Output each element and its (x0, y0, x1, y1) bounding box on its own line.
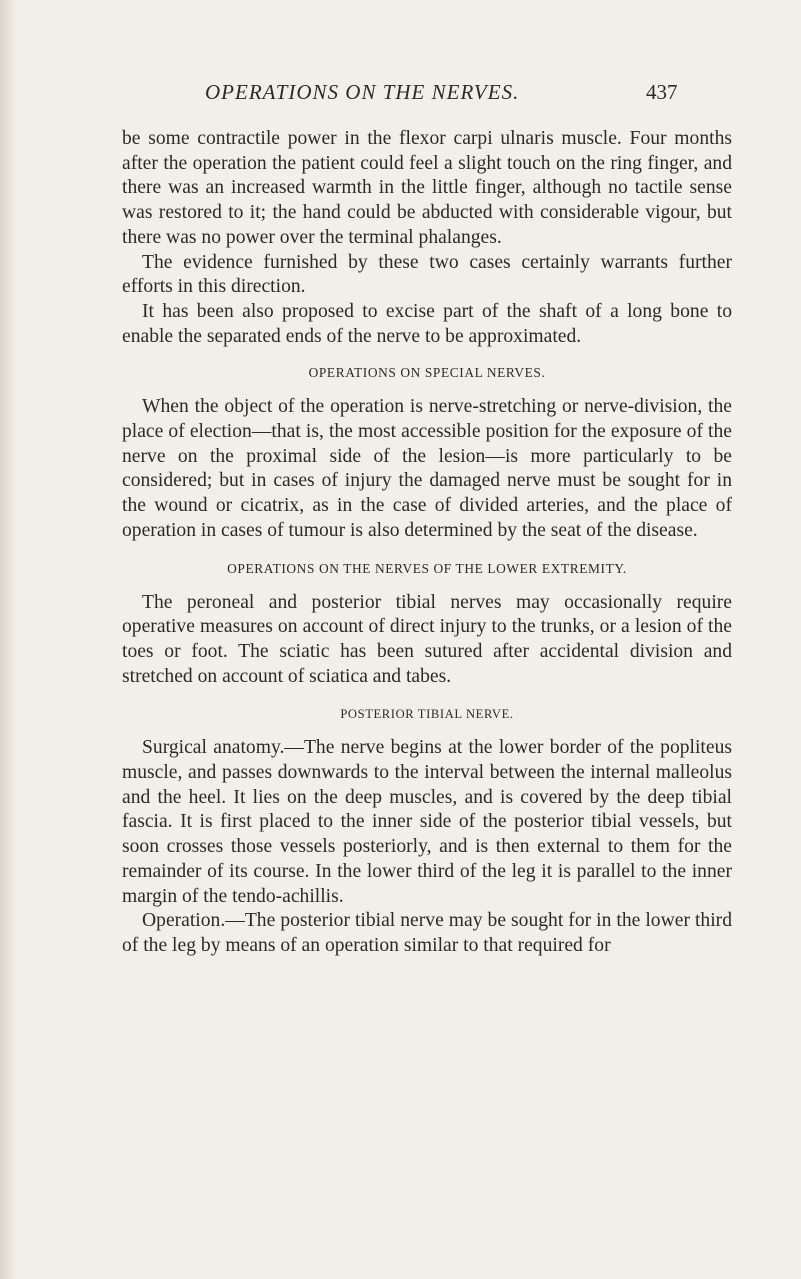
page-body (122, 127, 732, 959)
paragraph-excise-bone: It has been also proposed to excise part of the shaft of a long bone to enable the separated ends of the nerve to be approximated. (122, 300, 732, 347)
paragraph-peroneal-tibial: The peroneal and posterior tibial nerves may occasionally require operative measures on account of direct injury to the trunks, or a lesion of the toes or foot. The sciatic has been sutured after accidental division and stretched on account of sciatica and tabes. (122, 591, 732, 687)
section-heading-posterior-tibial: POSTERIOR TIBIAL NERVE. (340, 707, 514, 722)
page-edge-shadow (0, 0, 16, 1279)
paragraph-surgical-anatomy: Surgical anatomy.—The nerve begins at the lower border of the popliteus muscle, and passes downwards to the interval between the internal malleolus and the heel. It lies on the deep muscles, and is covered by the deep tibial fascia. It is first placed to the inner side of the posterior tibial vessels, but soon crosses those vessels posteriorly, and is then external to them for the remainder of its course. In the lower third of the leg it is parallel to the inner margin of the tendo-achillis. (122, 737, 732, 907)
running-head: OPERATIONS ON THE NERVES. (205, 80, 520, 104)
paragraph-continuation: be some contractile power in the flexor carpi ulnaris muscle. Four months after the operation the patient could feel a slight touch on the ring finger, and there was an increased warmth in the little finger, although no tactile sense was restored to it; the hand could be abducted with considerable vigour, but there was no power over the terminal phalanges. (122, 128, 732, 248)
section-heading-special-nerves: OPERATIONS ON SPECIAL NERVES. (308, 365, 546, 381)
page-number: 437 (646, 80, 678, 104)
paragraph-place-of-election: When the object of the operation is nerve-stretching or nerve-division, the place of election—that is, the most accessible position for the exposure of the nerve on the proximal side of the lesion—is more particularly to be considered; but in cases of injury the damaged nerve must be sought for in the wound or cicatrix, as in the case of divided arteries, and the place of operation in cases of tumour is also determined by the seat of the disease. (122, 396, 732, 541)
section-heading-lower-extremity: OPERATIONS ON THE NERVES OF THE LOWER EXTREMITY. (227, 560, 627, 576)
page-header (0, 80, 801, 110)
paragraph-evidence: The evidence furnished by these two cases certainly warrants further efforts in this direction. (122, 251, 732, 298)
paragraph-operation: Operation.—The posterior tibial nerve may be sought for in the lower third of the leg by means of an operation similar to that required for (122, 910, 732, 956)
